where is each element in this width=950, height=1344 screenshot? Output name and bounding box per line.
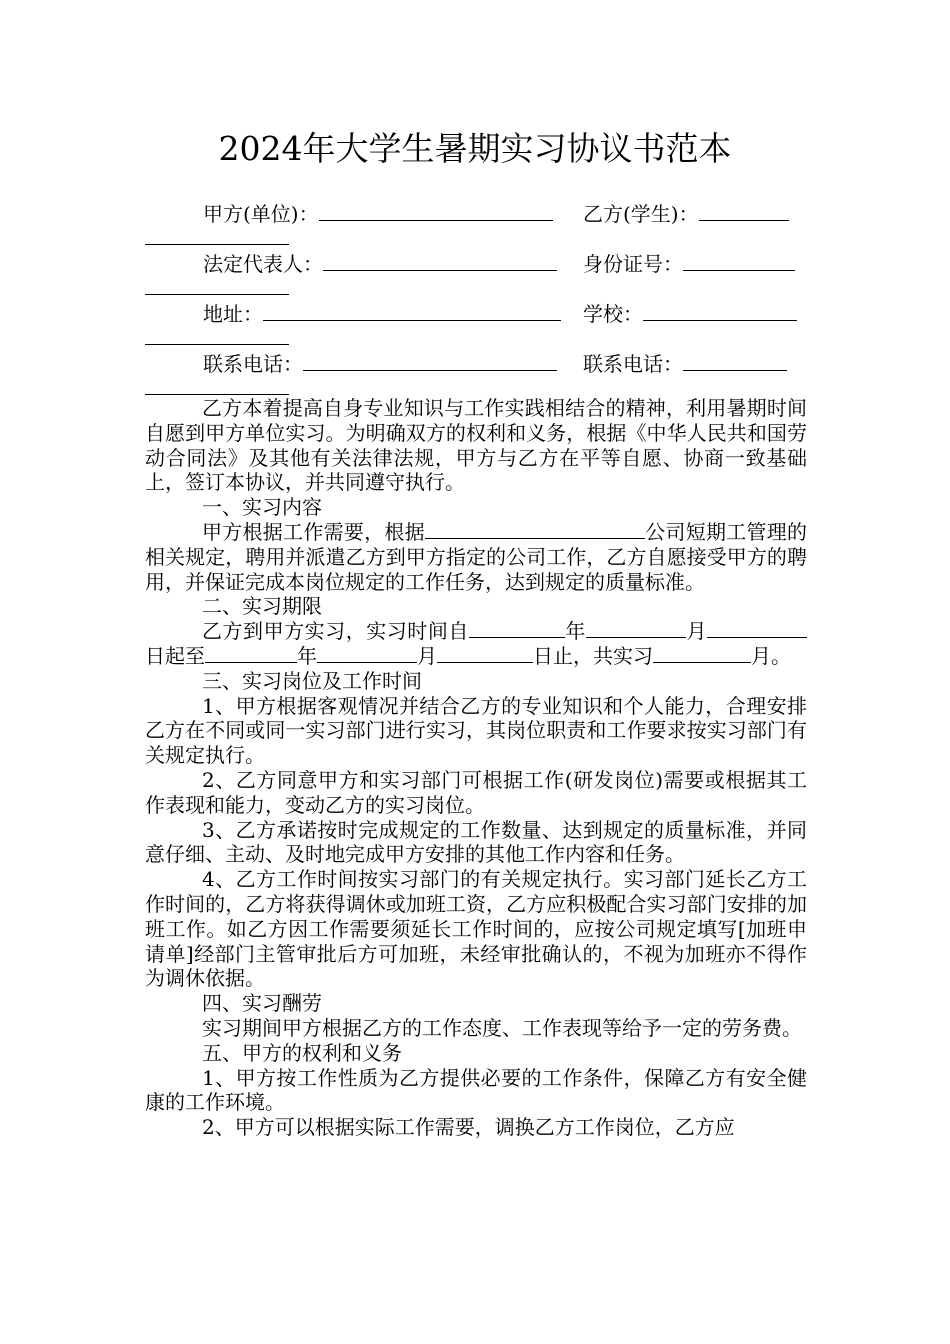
section-3-item-1: 1、甲方根据客观情况并结合乙方的专业知识和个人能力，合理安排乙方在不同或同一实习部门进行实习，其岗位职责和工作要求按实习部门有关规定执行。 xyxy=(145,693,807,768)
section-5-item-1: 1、甲方按工作性质为乙方提供必要的工作条件，保障乙方有安全健康的工作环境。 xyxy=(145,1065,807,1115)
section-1-paragraph xyxy=(145,520,807,594)
phone-b-blank-continued xyxy=(145,394,289,395)
phone-a-field xyxy=(203,350,557,378)
start-year-label: 年 xyxy=(564,619,586,644)
school-field xyxy=(583,300,797,328)
party-a-blank xyxy=(319,200,553,221)
header-row-legal xyxy=(145,250,807,300)
party-b-blank-continued xyxy=(145,244,289,245)
school-blank-continued xyxy=(145,344,289,345)
header-row-address xyxy=(145,300,807,350)
end-day-label: 日止，共实习 xyxy=(533,643,653,668)
end-year-blank xyxy=(205,644,297,663)
section-1-text-b: 公司短期工管理的相关规定，聘用并派遣乙方到甲方指定的公司工作，乙方自愿接受甲方的聘用，并保证完成本岗位规定的工作任务，达到规定的质量标准。 xyxy=(145,519,808,594)
id-no-blank xyxy=(683,250,795,271)
id-no-label: 身份证号： xyxy=(583,252,683,276)
start-month-blank xyxy=(586,619,686,638)
party-b-label: 乙方(学生)： xyxy=(583,202,699,226)
section-2-paragraph xyxy=(145,619,807,669)
start-year-blank xyxy=(469,619,565,638)
section-3-item-2: 2、乙方同意甲方和实习部门可根据工作(研发岗位)需要或根据其工作表现和能力，变动乙方的实习岗位。 xyxy=(145,767,807,817)
document-title: 2024年大学生暑期实习协议书范本 xyxy=(218,129,732,168)
phone-b-label: 联系电话： xyxy=(583,352,683,376)
end-year-label: 年 xyxy=(297,643,317,668)
section-1-text-a: 甲方根据工作需要，根据 xyxy=(202,519,425,544)
duration-blank xyxy=(653,644,729,663)
start-day-blank-continued xyxy=(773,619,807,638)
header-row-phone xyxy=(145,350,807,400)
agreement-body xyxy=(145,396,807,1140)
section-3-item-3: 3、乙方承诺按时完成规定的工作数量、达到规定的质量标准，并同意仔细、主动、及时地完成甲方安排的其他工作内容和任务。 xyxy=(145,817,807,867)
section-2-text-a: 乙方到甲方实习，实习时间自 xyxy=(202,619,469,644)
phone-b-field xyxy=(583,350,787,378)
section-3-item-4: 4、乙方工作时间按实习部门的有关规定执行。实习部门延长乙方工作时间的，乙方将获得调休或加班工资，乙方应积极配合实习部门安排的加班工作。如乙方因工作需要须延长工作时间的，应按公司规定填写[加班申请单]经部门主管审批后方可加班，未经审批确认的，不视为加班亦不得作为调休依据。 xyxy=(145,867,807,991)
legal-rep-label: 法定代表人： xyxy=(203,252,323,276)
section-3-title: 三、实习岗位及工作时间 xyxy=(202,668,422,693)
id-no-field xyxy=(583,250,795,278)
duration-blank-continued xyxy=(729,644,751,663)
phone-a-label: 联系电话： xyxy=(203,352,303,376)
party-b-field xyxy=(583,200,789,228)
phone-a-blank xyxy=(303,350,557,371)
party-b-blank xyxy=(699,200,789,221)
id-no-blank-continued xyxy=(145,294,289,295)
company-name-blank xyxy=(425,520,645,539)
section-4-title: 四、实习酬劳 xyxy=(202,991,322,1016)
section-2-title: 二、实习期限 xyxy=(202,594,322,619)
school-label: 学校： xyxy=(583,302,643,326)
section-1-title: 一、实习内容 xyxy=(202,495,322,520)
address-blank xyxy=(263,300,561,321)
end-month-blank xyxy=(317,644,417,663)
section-5-title: 五、甲方的权利和义务 xyxy=(202,1040,402,1065)
section-4-paragraph: 实习期间甲方根据乙方的工作态度、工作表现等给予一定的劳务费。 xyxy=(202,1015,802,1040)
end-month-label: 月 xyxy=(417,643,437,668)
start-day-label: 日起至 xyxy=(145,643,205,668)
end-day-blank xyxy=(437,644,533,663)
start-day-blank xyxy=(707,619,773,638)
party-a-label: 甲方(单位)： xyxy=(203,202,319,226)
duration-label: 月。 xyxy=(751,643,791,668)
header-row-party xyxy=(145,200,807,250)
school-blank xyxy=(643,300,797,321)
legal-rep-field xyxy=(203,250,557,278)
start-month-label: 月 xyxy=(685,619,708,644)
intro-paragraph: 乙方本着提高自身专业知识与工作实践相结合的精神，利用暑期时间自愿到甲方单位实习。为明确双方的权利和义务，根据《中华人民共和国劳动合同法》及其他有关法律法规，甲方与乙方在平等自愿、协商一致基础上，签订本协议，并共同遵守执行。 xyxy=(145,396,807,495)
legal-rep-blank xyxy=(323,250,557,271)
address-field xyxy=(203,300,561,328)
phone-b-blank xyxy=(683,350,787,371)
party-a-field xyxy=(203,200,553,228)
address-label: 地址： xyxy=(203,302,263,326)
section-5-item-2: 2、甲方可以根据实际工作需要，调换乙方工作岗位，乙方应 xyxy=(202,1115,735,1140)
